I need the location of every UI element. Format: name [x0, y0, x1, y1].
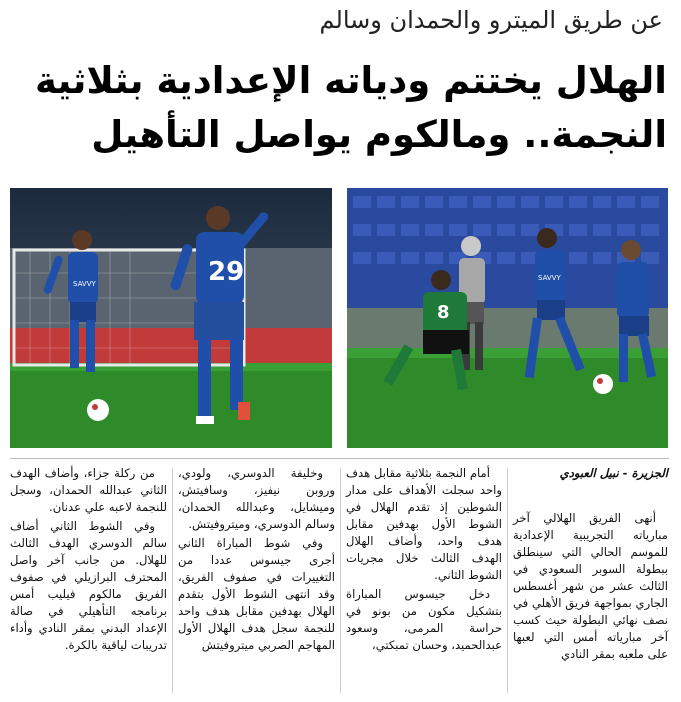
paragraph: وفي شوط المباراة الثاني أجرى جيسوس عددا من التغييرات في صفوف الفريق، وقد انتهى الشوط الأول بتقدم الهلال بهدفين مقابل هدف واحد للنجمة سجل هدف الهلال الأول المهاجم الصربي ميتروفيتش: [178, 536, 335, 652]
svg-text:SAVVY: SAVVY: [538, 274, 561, 282]
jersey-number-29: 29: [208, 257, 245, 287]
paragraph: أمام النجمة بثلاثية مقابل هدف واحد سجلت الأهداف على مدار الشوطين إذ تقدم الهلال في الشوط الأول بهدفين مقابل هدف واحد، وأضاف الهلال الهدف الثالث خلال مجريات الشوط الثاني.: [346, 466, 502, 582]
divider: [10, 458, 669, 459]
paragraph: وخليفة الدوسري، ولودي، وروبن نيفيز، وسافيتش، وميشايل، وعبدالله الحمدان، وسالم الدوسري، وميتروفيتش.: [178, 466, 335, 531]
column-rule: [507, 468, 508, 693]
headline-line-2: النجمة.. ومالكوم يواصل التأهيل: [91, 113, 667, 156]
jersey-number-8: 8: [437, 302, 450, 323]
article-column-3: [178, 465, 335, 656]
article-column-4: [10, 465, 167, 656]
paragraph: من ركلة جزاء، وأضاف الهدف الثاني عبدالله الحمدان، وسجل للنجمة لاعبه علي عدنان.: [10, 466, 167, 514]
paragraph: وفي الشوط الثاني أضاف سالم الدوسري الهدف الثالث للهلال. من جانب آخر واصل المحترف البرازيلي في صفوف الفريق مالكوم فيليب أمس برنامجه التأهيلي في صالة الإعداد البدني بمقر النادي وأداء تدريبات لياقية بالكرة.: [10, 519, 167, 652]
photo-player-29: [10, 188, 332, 448]
article-column-2: [346, 465, 502, 656]
paragraph: دخل جيسوس المباراة بتشكيل مكون من بونو في حراسة المرمى، وسعود عبدالحميد، وحسان تمبكتي،: [346, 587, 502, 652]
column-rule: [340, 468, 341, 693]
column-rule: [172, 468, 173, 693]
photo-player-8: [347, 188, 668, 448]
byline: الجزيرة - نبيل العبودي: [559, 466, 668, 480]
svg-text:SAVVY: SAVVY: [73, 280, 96, 288]
article-column-1: [513, 465, 668, 665]
article-kicker: عن طريق الميترو والحمدان وسالم: [319, 6, 663, 34]
headline-line-1: الهلال يختتم ودياته الإعدادية بثلاثية: [34, 59, 667, 102]
paragraph: أنهى الفريق الهلالي آخر مبارياته التجريبية الإعدادية للموسم الحالي التي سينطلق ببطولة السوبر السعودي في الثالث عشر من شهر أغسطس الجاري بمواجهة فريق الأهلي في نصف نهائي البطولة حيث كسب آخر مبارياته أمس التي لعبها على ملعبه بمقر النادي: [513, 511, 668, 661]
